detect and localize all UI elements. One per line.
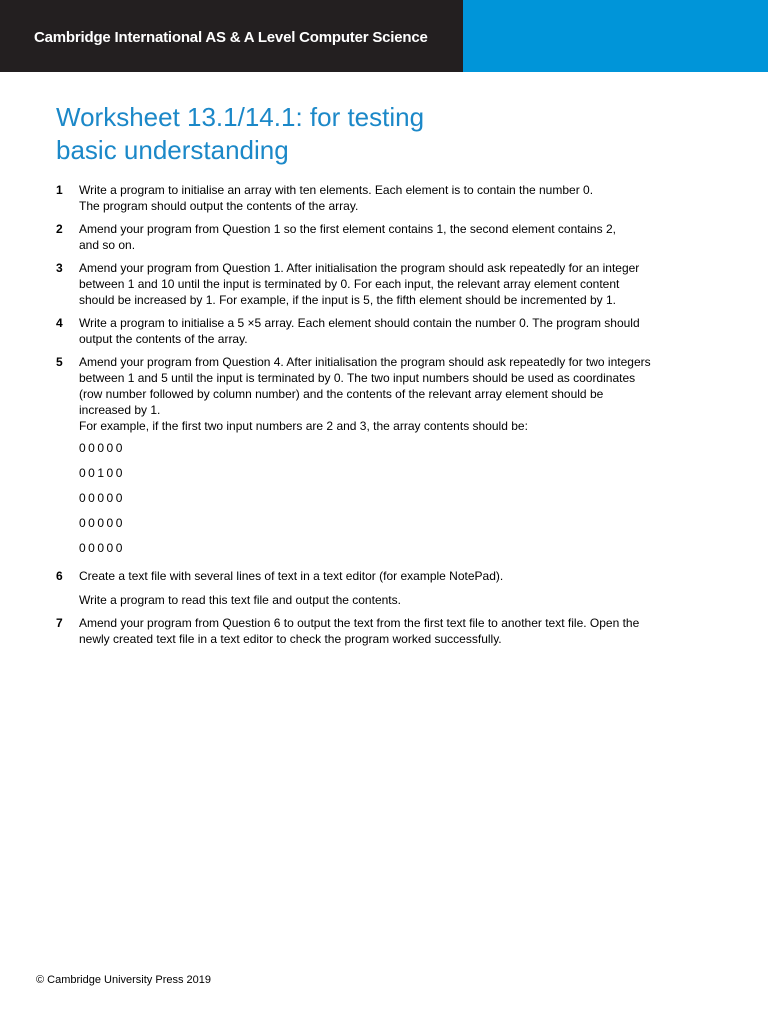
question-text: [79, 182, 716, 214]
question-number: 3: [56, 261, 63, 275]
question-line: (row number followed by column number) and the contents of the relevant array element should be: [79, 387, 604, 401]
question-text: [79, 568, 716, 608]
question-2: [56, 221, 716, 253]
question-line: Amend your program from Question 4. After initialisation the program should ask repeatedly for two integers: [79, 355, 651, 369]
question-line: output the contents of the array.: [79, 332, 248, 346]
question-6: [56, 568, 716, 608]
worksheet-title: [56, 101, 424, 167]
array-grid-row: 00000: [79, 441, 125, 455]
question-line: Amend your program from Question 1 so the first element contains 1, the second element contains 2,: [79, 222, 616, 236]
question-line: increased by 1.: [79, 403, 161, 417]
question-line: Create a text file with several lines of text in a text editor (for example NotePad).: [79, 569, 504, 583]
question-number: 1: [56, 183, 63, 197]
question-line: Write a program to read this text file and output the contents.: [79, 593, 401, 607]
header-title: Cambridge International AS & A Level Computer Science: [34, 29, 428, 46]
question-4: [56, 315, 716, 347]
question-line: between 1 and 10 until the input is terminated by 0. For each input, the relevant array element content: [79, 277, 620, 291]
array-grid-row: 00000: [79, 541, 125, 555]
question-text: [79, 354, 716, 434]
question-line: should be increased by 1. For example, if the input is 5, the fifth element should be incremented by 1.: [79, 293, 616, 307]
question-5: [56, 354, 716, 565]
question-line: The program should output the contents of the array.: [79, 199, 359, 213]
question-number: 6: [56, 569, 63, 583]
array-grid-example: [79, 440, 716, 565]
array-grid-row: 00000: [79, 516, 125, 530]
question-list: [56, 182, 716, 647]
question-line: newly created text file in a text editor to check the program worked successfully.: [79, 632, 502, 646]
question-3: [56, 260, 716, 308]
question-1: [56, 182, 716, 214]
question-line: Amend your program from Question 1. After initialisation the program should ask repeatedly for an integer: [79, 261, 640, 275]
question-text: [79, 260, 716, 308]
question-line: For example, if the first two input numbers are 2 and 3, the array contents should be:: [79, 419, 528, 433]
question-line: between 1 and 5 until the input is terminated by 0. The two input numbers should be used as coordinates: [79, 371, 636, 385]
question-text: [79, 221, 716, 253]
header-accent-band: [463, 0, 768, 72]
question-number: 5: [56, 355, 63, 369]
worksheet-title-line-2: basic understanding: [56, 135, 289, 165]
question-line: Amend your program from Question 6 to output the text from the first text file to another text file. Open the: [79, 616, 640, 630]
question-number: 2: [56, 222, 63, 236]
question-7: [56, 615, 716, 647]
question-text: [79, 315, 716, 347]
array-grid-row: 00000: [79, 491, 125, 505]
copyright-footer: © Cambridge University Press 2019: [36, 974, 212, 986]
question-number: 7: [56, 616, 63, 630]
page-header: [0, 0, 768, 72]
worksheet-title-line-1: Worksheet 13.1/14.1: for testing: [56, 102, 425, 132]
question-text: [79, 615, 716, 647]
question-line: Write a program to initialise a 5 ×5 array. Each element should contain the number 0. The program should: [79, 316, 640, 330]
question-line: Write a program to initialise an array with ten elements. Each element is to contain the number 0.: [79, 183, 594, 197]
array-grid-row: 00100: [79, 466, 125, 480]
question-number: 4: [56, 316, 63, 330]
question-line: and so on.: [79, 238, 136, 252]
